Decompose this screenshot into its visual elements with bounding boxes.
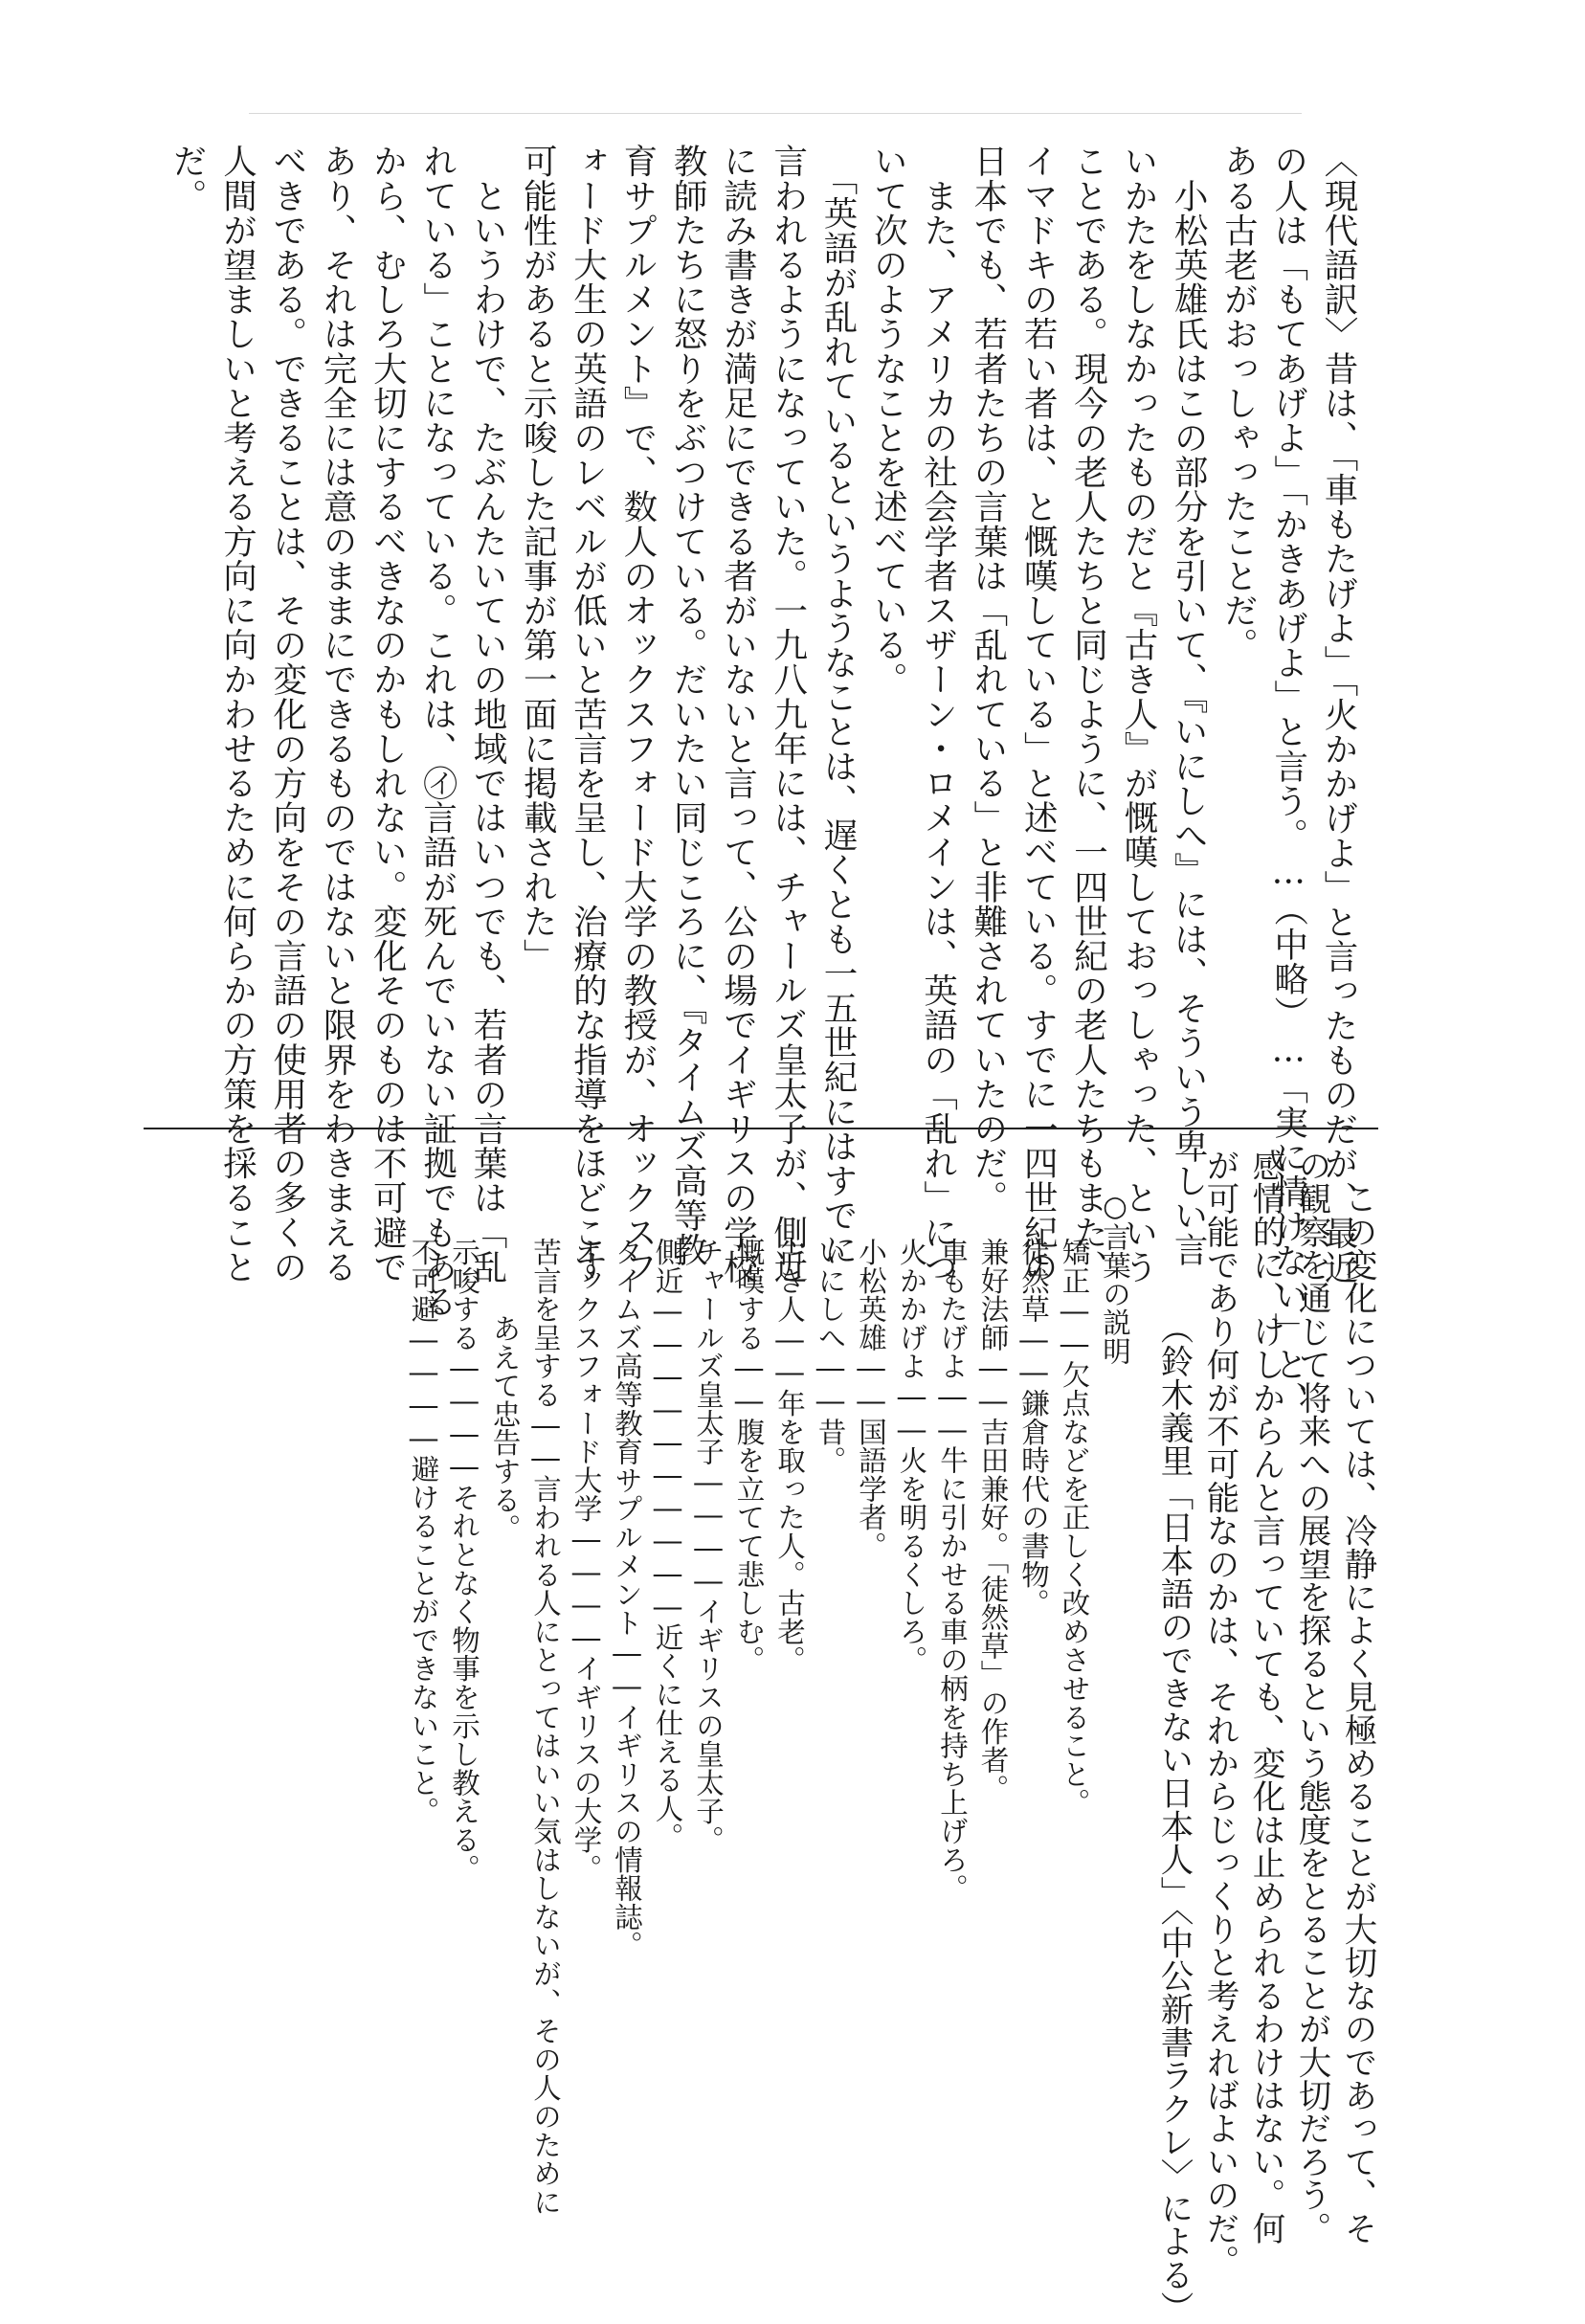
upper-line: あり、それは完全には意のままにできるものではないと限界をわきまえる	[318, 144, 358, 1285]
upper-line: だ。	[167, 144, 208, 213]
glossary-entry: 矯正――欠点などを正しく改めさせること。	[1058, 1238, 1091, 1817]
upper-line: 「英語が乱れているというようなことは、遅くとも一五世紀にはすでに	[818, 144, 859, 1267]
glossary-entry: 火かかげよ――火を明るくしろ。	[895, 1238, 928, 1674]
glossary-entry: チャールズ皇太子――――イギリスの皇太子。	[692, 1238, 725, 1854]
upper-line: から、むしろ大切にするべきなのかもしれない。変化そのものは不可避で	[368, 144, 408, 1285]
glossary-entry: タイムズ高等教育サプルメント――イギリスの情報誌。	[611, 1238, 643, 1959]
upper-line: ある古老がおっしゃったことだ。	[1218, 144, 1259, 662]
section-divider	[144, 1128, 1378, 1129]
upper-line: いかたをしなかったものだと『古き人』が慨嘆しておっしゃった、という	[1118, 144, 1158, 1285]
glossary-entry: 兼好法師――吉田兼好。「徒然草」の作者。	[976, 1238, 1010, 1803]
upper-line: 言われるようになっていた。一九八九年には、チャールズ皇太子が、側近	[768, 144, 808, 1285]
glossary-entry: 古き人――年を取った人。古老。	[773, 1238, 806, 1674]
glossary-entry: 示唆する――――それとなく物事を示し教える。	[448, 1238, 480, 1883]
conclusion-text	[1154, 1149, 1380, 2324]
upper-line: 可能性があると示唆した記事が第一面に掲載された」	[518, 144, 558, 973]
upper-line: 〈現代語訳〉昔は、「車もたげよ」「火かかげよ」と言ったものだが、最近	[1319, 144, 1358, 1285]
upper-line: 教師たちに怒りをぶつけている。だいたい同じころに、『タイムズ高等教	[668, 144, 708, 1267]
glossary-entry: 徒然草――鎌倉時代の書物。	[1017, 1238, 1050, 1618]
glossary-entry: 側近――――――――――近くに仕える人。	[651, 1238, 684, 1851]
upper-line: の人は「もてあげよ」「かきあげよ」と言う。…（中略）…「実に情けない」と、	[1268, 144, 1308, 1416]
upper-line: というわけで、たぶんたいていの地域ではいつでも、若者の言葉は「乱	[467, 144, 507, 1285]
upper-line: また、アメリカの社会学者スザーン・ロメインは、英語の「乱れ」につ	[918, 144, 958, 1285]
upper-line: イマドキの若い者は、と慨嘆している」と述べている。すでに一四世紀の	[1018, 144, 1059, 1285]
glossary-entry: 小松英雄――国語学者。	[855, 1238, 887, 1560]
upper-line: に読み書きが満足にできる者がいないと言って、公の場でイギリスの学校	[718, 144, 758, 1285]
glossary-entry-continuation: あえて忠告する。	[488, 1314, 522, 1543]
upper-line: ォード大生の英語のレベルが低いと苦言を呈し、治療的な指導をほどこす	[568, 144, 608, 1285]
upper-line: 小松英雄氏はこの部分を引いて、『いにしへ』には、そういう卑しい言	[1169, 144, 1209, 1267]
glossary-entry: いにしへ――昔。	[814, 1238, 847, 1475]
glossary-entry: オックスフォード大学――――イギリスの大学。	[569, 1238, 603, 1883]
conclusion-line: 感情的に、けしからんと言っていても、変化は止められるわけはない。何	[1246, 1149, 1284, 2246]
conclusion-line: この変化については、冷静によく見極めることが大切なのであって、そ	[1338, 1149, 1376, 2246]
conclusion-line: の観察を通じて将来への展望を探るという態度をとることが大切だろう。	[1292, 1149, 1330, 2246]
glossary-entry: 慨嘆する――腹を立てて悲しむ。	[732, 1238, 766, 1674]
upper-line: 日本でも、若者たちの言葉は「乱れている」と非難されていたのだ。	[968, 144, 1008, 1216]
upper-line: いて次のようなことを述べている。	[868, 144, 908, 697]
upper-line: ことである。現今の老人たちと同じように、一四世紀の老人たちもまた、	[1068, 144, 1108, 1285]
upper-line: れている」ことになっている。これは、㋑言語が死んでいない証拠でもある	[417, 144, 458, 1319]
glossary-entry: 不可避――――避けることができないこと。	[407, 1238, 440, 1825]
upper-line: 人間が望ましいと考える方向に向かわせるために何らかの方策を採ること	[217, 144, 257, 1285]
glossary-entry: 車もたげよ――牛に引かせる車の柄を持ち上げろ。	[936, 1238, 969, 1903]
upper-line: 育サプルメント』で、数人のオックスフォード大学の教授が、オックスフ	[617, 144, 658, 1285]
top-rule	[249, 113, 1302, 114]
glossary-title: ○言葉の説明	[1099, 1190, 1131, 1366]
glossary-entry: 苦言を呈する――言われる人にとってはいい気はしないが、その人のために	[529, 1238, 562, 2217]
conclusion-line: が可能であり何が不可能なのかは、それからじっくりと考えればよいのだ。	[1200, 1149, 1239, 2278]
upper-line: べきである。できることは、その変化の方向をその言語の使用者の多くの	[267, 144, 307, 1285]
source-citation: （鈴木義里「日本語のできない日本人」〈中公新書ラクレ〉による）	[1154, 1311, 1193, 2324]
glossary	[130, 1190, 1135, 2217]
